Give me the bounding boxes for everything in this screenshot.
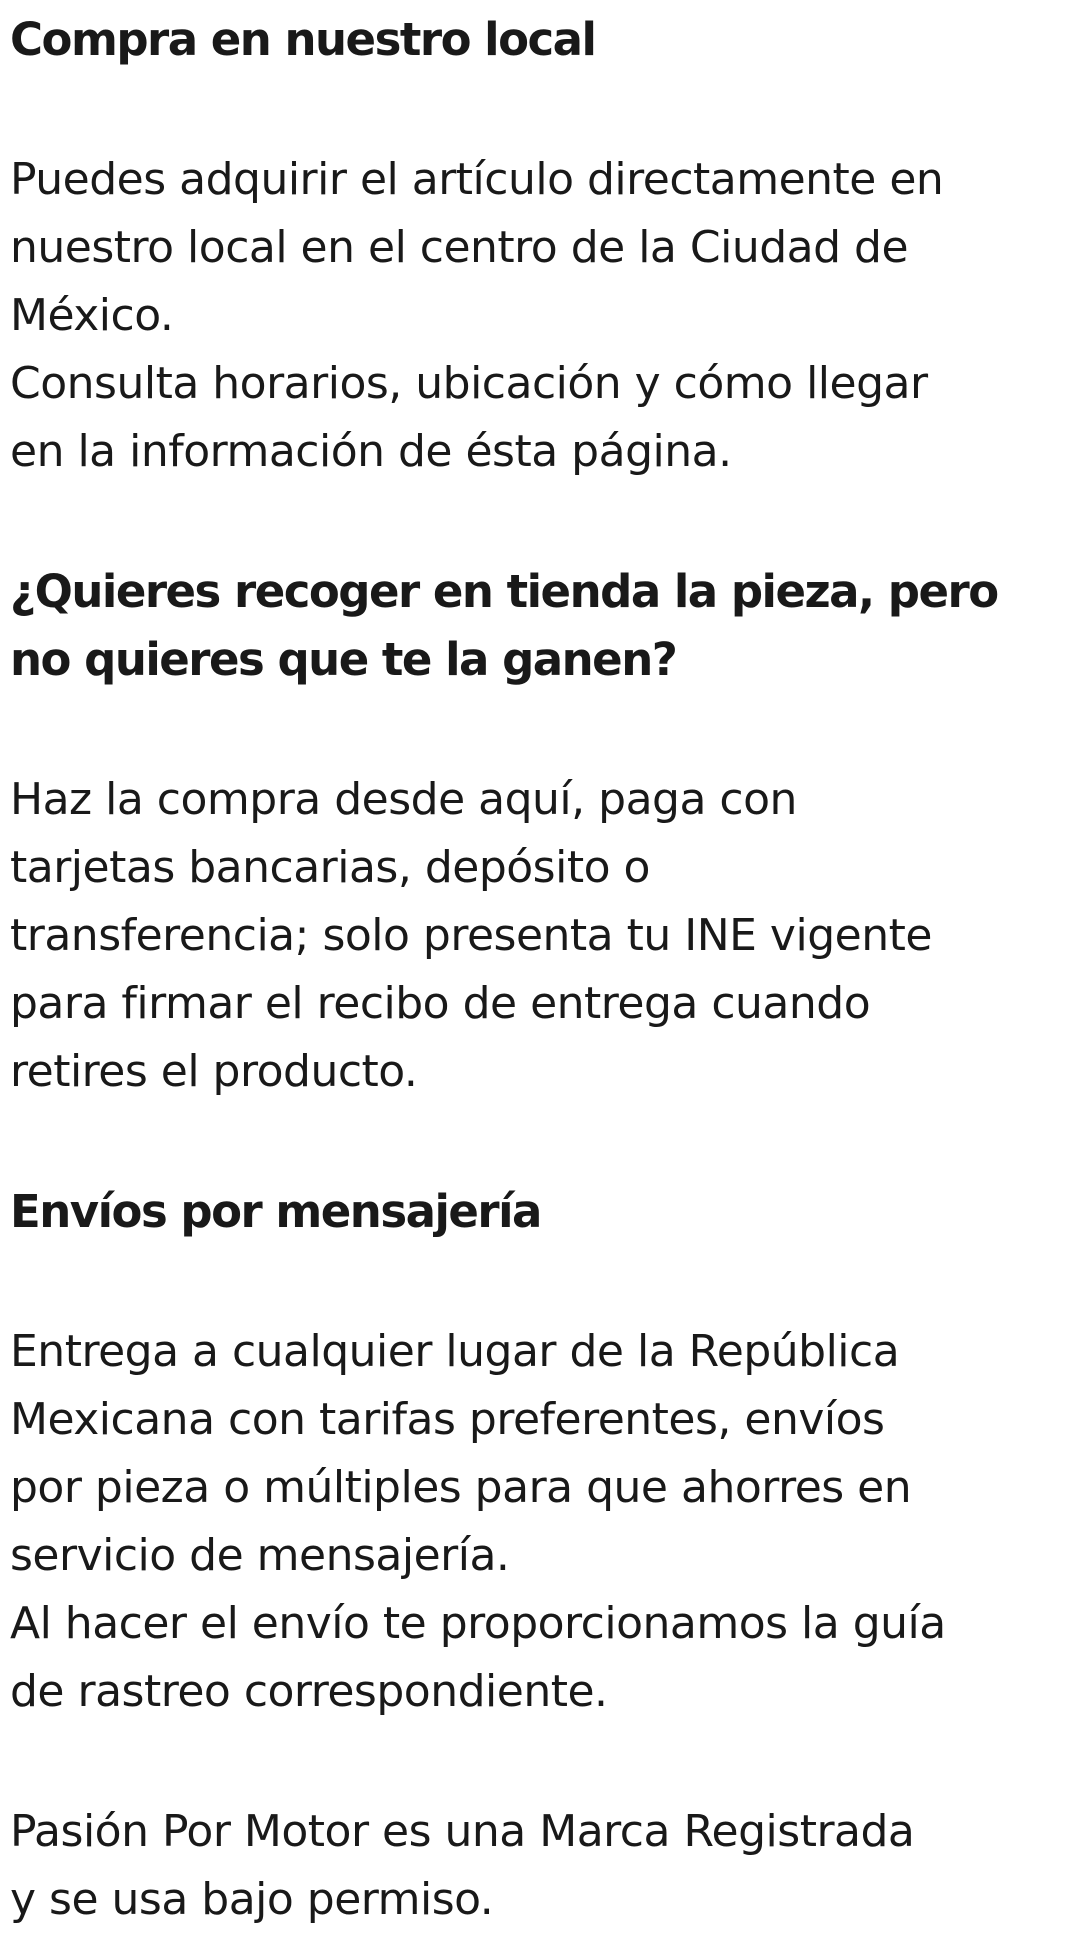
paragraph-line: Consulta horarios, ubicación y cómo llegar: [10, 358, 928, 409]
paragraph-line: de rastreo correspondiente.: [10, 1666, 608, 1717]
paragraph-line: en la información de ésta página.: [10, 426, 732, 477]
paragraph-line: servicio de mensajería.: [10, 1530, 510, 1581]
paragraph-line: Haz la compra desde aquí, paga con: [10, 774, 797, 825]
paragraph-line: y se usa bajo permiso.: [10, 1874, 494, 1925]
heading-line: Envíos por mensajería: [10, 1185, 541, 1238]
paragraph-line: tarjetas bancarias, depósito o: [10, 842, 650, 893]
paragraph-line: transferencia; solo presenta tu INE vigente: [10, 910, 932, 961]
paragraph-line: nuestro local en el centro de la Ciudad de: [10, 222, 909, 273]
paragraph-line: para firmar el recibo de entrega cuando: [10, 978, 871, 1029]
shipping-paragraph: [10, 1318, 1074, 1726]
paragraph-line: Puedes adquirir el artículo directamente en: [10, 154, 944, 205]
heading-line: ¿Quieres recoger en tienda la pieza, pero: [10, 565, 998, 618]
shipping-heading: [10, 1178, 1074, 1246]
heading-line: Compra en nuestro local: [10, 13, 596, 66]
paragraph-line: por pieza o múltiples para que ahorres en: [10, 1462, 912, 1513]
store-purchase-paragraph: [10, 146, 1074, 486]
paragraph-line: Al hacer el envío te proporcionamos la guía: [10, 1598, 946, 1649]
paragraph-line: México.: [10, 290, 174, 341]
paragraph-line: Mexicana con tarifas preferentes, envíos: [10, 1394, 885, 1445]
paragraph-line: retires el producto.: [10, 1046, 418, 1097]
trademark-notice: [10, 1798, 1074, 1934]
paragraph-line: Pasión Por Motor es una Marca Registrada: [10, 1806, 915, 1857]
paragraph-line: Entrega a cualquier lugar de la República: [10, 1326, 900, 1377]
store-purchase-heading: [10, 6, 1074, 74]
store-pickup-heading: [10, 558, 1074, 694]
store-pickup-paragraph: [10, 766, 1074, 1106]
heading-line: no quieres que te la ganen?: [10, 633, 677, 686]
